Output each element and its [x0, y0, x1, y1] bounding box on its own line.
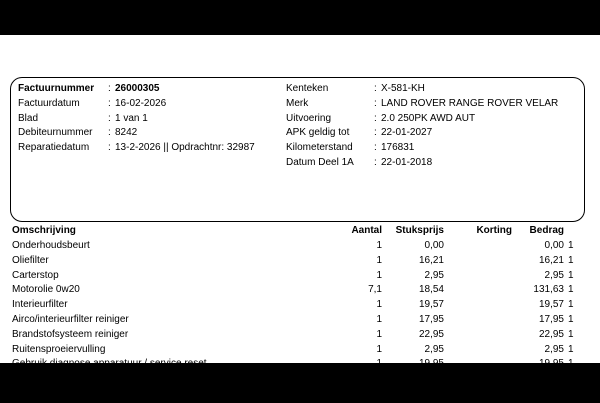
field-separator: : — [108, 97, 111, 109]
field-value: 176831 — [381, 142, 415, 154]
field-separator: : — [108, 142, 111, 154]
item-vat-code: 1 — [568, 299, 574, 311]
item-quantity: 1 — [376, 343, 382, 355]
field-label: Datum Deel 1A — [286, 157, 354, 168]
item-unit-price: 2,95 — [424, 269, 444, 281]
field-value: 16-02-2026 — [115, 97, 167, 109]
field-separator: : — [374, 83, 377, 94]
item-unit-price: 16,21 — [418, 254, 444, 266]
item-unit-price: 22,95 — [418, 328, 444, 340]
table-row — [0, 299, 600, 314]
item-vat-code: 1 — [568, 313, 574, 325]
field-separator: : — [374, 157, 377, 168]
field-value: 8242 — [115, 127, 138, 139]
field-label: Debiteurnummer — [18, 127, 93, 139]
field-separator: : — [374, 112, 377, 124]
field-value: 2.0 250PK AWD AUT — [381, 112, 476, 124]
item-unit-price: 17,95 — [418, 313, 444, 325]
item-amount: 22,95 — [538, 328, 564, 340]
field-value: 1 van 1 — [115, 112, 148, 124]
item-description: Onderhoudsbeurt — [12, 240, 90, 251]
item-amount: 2,95 — [544, 343, 564, 355]
item-vat-code: 1 — [568, 240, 574, 251]
column-header-discount: Korting — [476, 225, 512, 236]
item-vat-code: 1 — [568, 284, 574, 296]
item-quantity: 1 — [376, 313, 382, 325]
item-amount: 3,50 — [544, 373, 564, 385]
item-amount: 0,00 — [544, 240, 564, 251]
item-quantity: 1 — [376, 373, 382, 385]
field-value: 13-2-2026 || Opdrachtnr: 32987 — [115, 142, 255, 154]
invoice-info-box — [10, 77, 585, 222]
item-quantity: 1 — [376, 269, 382, 281]
field-value: 26000305 — [115, 83, 160, 94]
item-amount: 19,57 — [538, 299, 564, 311]
item-description: Oliefilter — [12, 254, 49, 266]
field-label: Kenteken — [286, 83, 329, 94]
item-description: Milieuheffing — [12, 373, 68, 385]
field-value: X-581-KH — [381, 83, 425, 94]
field-label: Kilometerstand — [286, 142, 353, 154]
item-description: Ruitensproeiervulling — [12, 343, 106, 355]
item-unit-price: 2,95 — [424, 343, 444, 355]
item-quantity: 1 — [376, 299, 382, 311]
field-value: 22-01-2018 — [381, 157, 433, 168]
field-label: Factuurdatum — [18, 97, 80, 109]
item-description: Airco/interieurfilter reiniger — [12, 313, 129, 325]
table-row — [0, 388, 600, 403]
item-quantity: 1 — [376, 240, 382, 251]
item-amount: 17,95 — [538, 313, 564, 325]
item-amount: 9,95 — [544, 387, 564, 399]
item-description: Carterstop — [12, 269, 59, 281]
field-separator: : — [108, 83, 111, 94]
item-quantity: 1 — [376, 387, 382, 399]
item-amount: 16,21 — [538, 254, 564, 266]
table-row — [0, 314, 600, 329]
item-quantity: 1 — [376, 254, 382, 266]
field-label: Factuurnummer — [18, 83, 95, 94]
field-label: Merk — [286, 97, 309, 109]
table-row — [0, 255, 600, 270]
table-row — [0, 358, 600, 373]
field-value: 22-01-2027 — [381, 127, 433, 139]
items-table-header — [0, 225, 600, 239]
table-row — [0, 284, 600, 299]
field-label: Uitvoering — [286, 112, 332, 124]
invoice-page — [0, 35, 600, 399]
column-header-unit-price: Stuksprijs — [395, 225, 444, 236]
field-label: Reparatiedatum — [18, 142, 90, 154]
field-label: Blad — [18, 112, 39, 124]
item-unit-price: 0,00 — [424, 240, 444, 251]
item-vat-code: 1 — [568, 358, 574, 370]
item-quantity: 1 — [376, 358, 382, 370]
item-description: Interieurfilter — [12, 299, 68, 311]
field-separator: : — [374, 127, 377, 139]
item-amount: 2,95 — [544, 269, 564, 281]
field-separator: : — [108, 112, 111, 124]
item-description: Brandstofsysteem reiniger — [12, 328, 129, 340]
item-vat-code: 1 — [568, 373, 574, 385]
column-header-quantity: Aantal — [351, 225, 382, 236]
item-unit-price: 9,95 — [424, 387, 444, 399]
item-unit-price: 18,54 — [418, 284, 444, 296]
field-separator: : — [108, 127, 111, 139]
column-header-description: Omschrijving — [12, 225, 76, 236]
field-value: LAND ROVER RANGE ROVER VELAR — [381, 97, 559, 109]
item-unit-price: 3,50 — [424, 373, 444, 385]
item-unit-price: 19,95 — [418, 358, 444, 370]
item-vat-code: 1 — [568, 387, 574, 399]
table-row — [0, 329, 600, 344]
item-unit-price: 19,57 — [418, 299, 444, 311]
item-description: Motorolie 0w20 — [12, 284, 80, 296]
item-vat-code: 1 — [568, 269, 574, 281]
item-vat-code: 1 — [568, 254, 574, 266]
item-quantity: 1 — [376, 328, 382, 340]
item-vat-code: 1 — [568, 343, 574, 355]
item-description: Gebruik diagnose apparatuur / service reset — [12, 358, 207, 370]
field-label: APK geldig tot — [286, 127, 350, 139]
field-separator: : — [374, 142, 377, 154]
item-description: Kleinmateriaal — [12, 387, 76, 399]
items-table — [0, 240, 600, 403]
item-amount: 131,63 — [533, 284, 564, 296]
field-separator: : — [374, 97, 377, 109]
table-row — [0, 270, 600, 285]
item-amount: 19,95 — [538, 358, 564, 370]
item-vat-code: 1 — [568, 328, 574, 340]
table-row — [0, 373, 600, 388]
table-row — [0, 240, 600, 255]
table-row — [0, 344, 600, 359]
item-quantity: 7,1 — [368, 284, 382, 296]
column-header-amount: Bedrag — [529, 225, 564, 236]
